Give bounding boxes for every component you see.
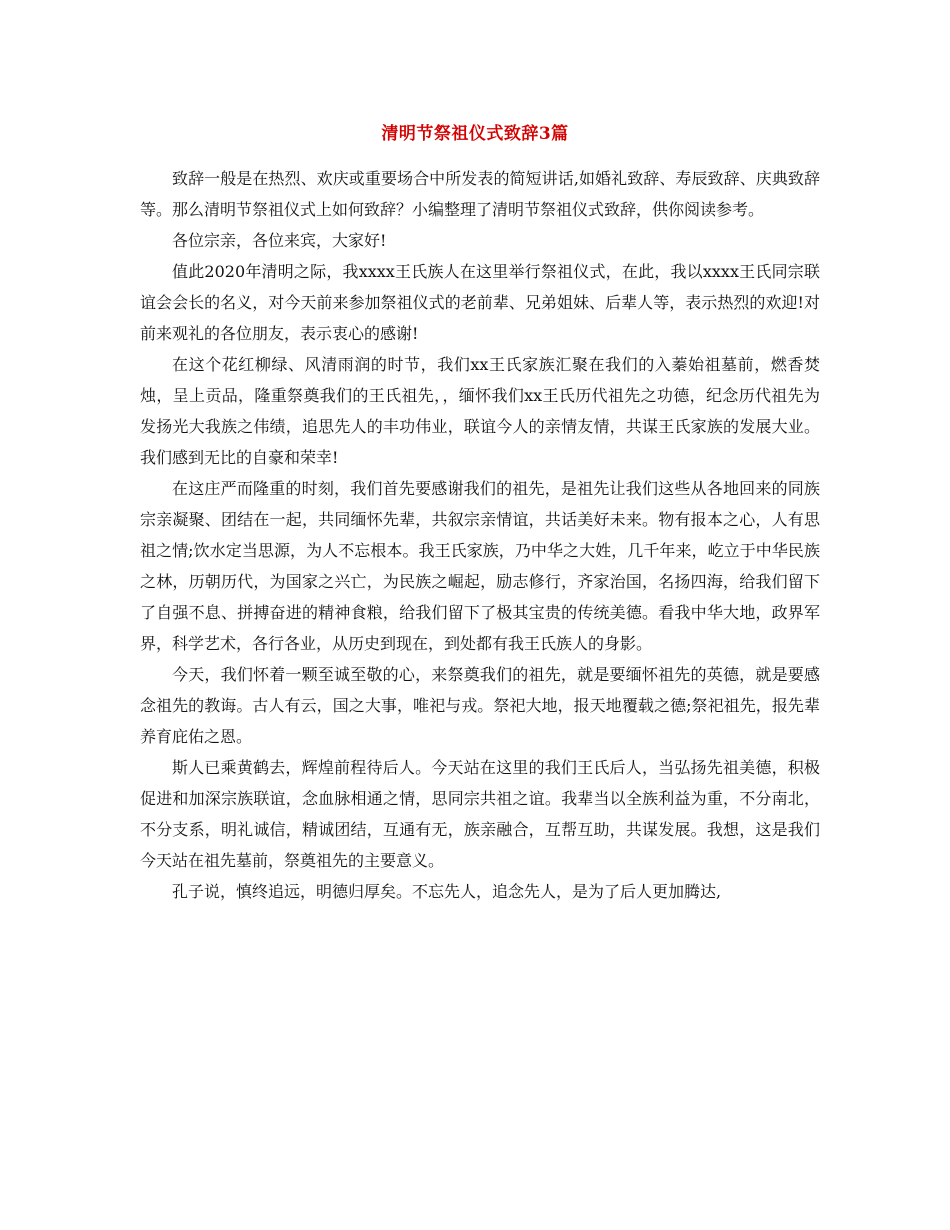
paragraph-greeting: 各位宗亲，各位来宾，大家好! — [172, 231, 387, 250]
paragraph-intro: 致辞一般是在热烈、欢庆或重要场合中所发表的简短讲话,如婚礼致辞、寿辰致辞、庆典致辞等。那么清明节祭祖仪式上如何致辞？小编整理了清明节祭祖仪式致辞，供你阅读参考。 — [140, 169, 820, 219]
paragraph-confucius: 孔子说，慎终追远，明德归厚矣。不忘先人，追念先人，是为了后人更加腾达, — [172, 882, 722, 901]
document-title: 清明节祭祖仪式致辞3篇 — [381, 124, 569, 144]
paragraph-legacy: 斯人已乘黄鹤去，辉煌前程待后人。今天站在这里的我们王氏后人，当弘扬先祖美德，积极促进和加深宗族联谊，念血脉相通之情，思同宗共祖之谊。我辈当以全族利益为重，不分南北，不分支系，明礼诚信，精诚团结，互通有无，族亲融合，互帮互助，共谋发展。我想，这是我们今天站在祖先墓前，祭奠祖先的主要意义。 — [140, 758, 820, 870]
paragraph-gratitude: 在这庄严而隆重的时刻，我们首先要感谢我们的祖先，是祖先让我们这些从各地回来的同族宗亲凝聚、团结在一起，共同缅怀先辈，共叙宗亲情谊，共话美好未来。物有报本之心，人有思祖之情;饮水定当思源，为人不忘根本。我王氏家族，乃中华之大姓，几千年来，屹立于中华民族之林，历朝历代，为国家之兴亡，为民族之崛起，励志修行，齐家治国，名扬四海，给我们留下了自强不息、拼搏奋进的精神食粮，给我们留下了极其宝贵的传统美德。看我中华大地，政界军界，科学艺术，各行各业，从历史到现在，到处都有我王氏族人的身影。 — [140, 479, 820, 653]
document-body — [140, 163, 820, 907]
paragraph-gathering: 在这个花红柳绿、风清雨润的时节，我们xx王氏家族汇聚在我们的入蓁始祖墓前，燃香焚烛，呈上贡品，隆重祭奠我们的王氏祖先，，缅怀我们xx王氏历代祖先之功德，纪念历代祖先为发扬光大我族之伟绩，追思先人的丰功伟业，联谊今人的亲情友情，共谋王氏家族的发展大业。我们感到无比的自豪和荣幸! — [140, 355, 820, 467]
paragraph-welcome: 值此2020年清明之际，我xxxx王氏族人在这里举行祭祖仪式，在此，我以xxxx王氏同宗联谊会会长的名义，对今天前来参加祭祖仪式的老前辈、兄弟姐妹、后辈人等，表示热烈的欢迎!对前来观礼的各位朋友，表示衷心的感谢! — [140, 262, 820, 343]
paragraph-remembrance: 今天，我们怀着一颗至诚至敬的心，来祭奠我们的祖先，就是要缅怀祖先的英德，就是要感念祖先的教诲。古人有云，国之大事，唯祀与戎。祭祀大地，报天地覆载之德;祭祀祖先，报先辈养育庇佑之恩。 — [140, 665, 820, 746]
